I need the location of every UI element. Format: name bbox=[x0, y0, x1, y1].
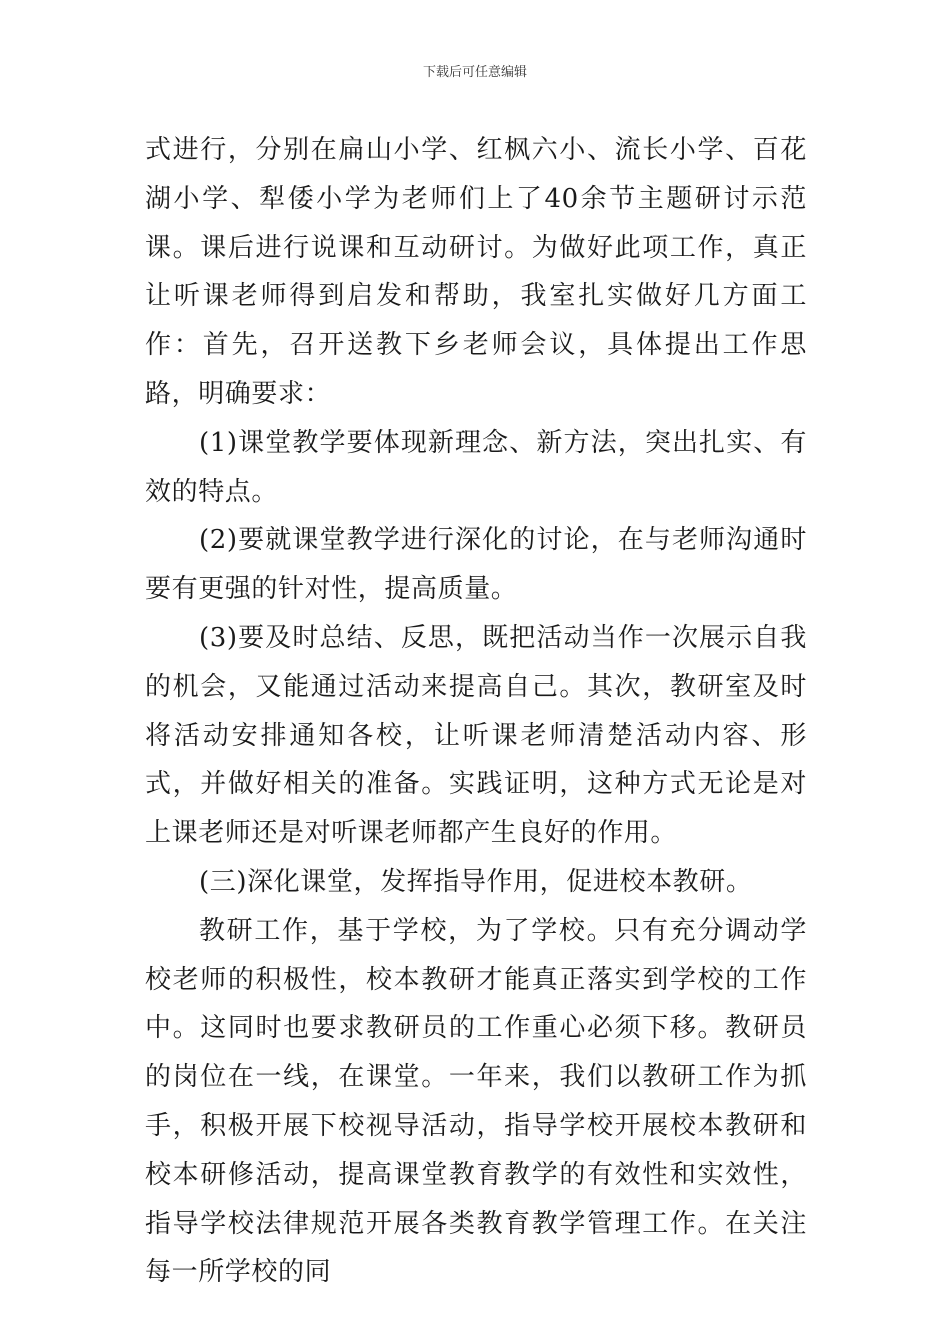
page-header bbox=[0, 64, 950, 82]
body-paragraph: (1)课堂教学要体现新理念、新方法，突出扎实、有效的特点。 bbox=[145, 427, 807, 507]
body-paragraph: (2)要就课堂教学进行深化的讨论，在与老师沟通时要有更强的针对性，提高质量。 bbox=[145, 525, 807, 605]
body-paragraph: (3)要及时总结、反思，既把活动当作一次展示自我的机会，又能通过活动来提高自己。其次，教研室及时将活动安排通知各校，让听课老师清楚活动内容、形式，并做好相关的准备。实践证明，这种方式无论是对上课老师还是对听课老师都产生良好的作用。 bbox=[145, 622, 807, 849]
body-paragraph: 教研工作，基于学校，为了学校。只有充分调动学校老师的积极性，校本教研才能真正落实到学校的工作中。这同时也要求教研员的工作重心必须下移。教研员的岗位在一线，在课堂。一年来，我们以教研工作为抓手，积极开展下校视导活动，指导学校开展校本教研和校本研修活动，提高课堂教育教学的有效性和实效性，指导学校法律规范开展各类教育教学管理工作。在关注每一所学校的同 bbox=[145, 915, 807, 1288]
document-body bbox=[145, 126, 807, 1297]
header-note: 下载后可任意编辑 bbox=[422, 65, 527, 80]
body-paragraph: 式进行，分别在扁山小学、红枫六小、流长小学、百花湖小学、犁倭小学为老师们上了40余节主题研讨示范课。课后进行说课和互动研讨。为做好此项工作，真正让听课老师得到启发和帮助，我室扎实做好几方面工作：首先，召开送教下乡老师会议，具体提出工作思路，明确要求： bbox=[145, 135, 807, 409]
section-heading: (三)深化课堂，发挥指导作用，促进校本教研。 bbox=[199, 866, 753, 897]
